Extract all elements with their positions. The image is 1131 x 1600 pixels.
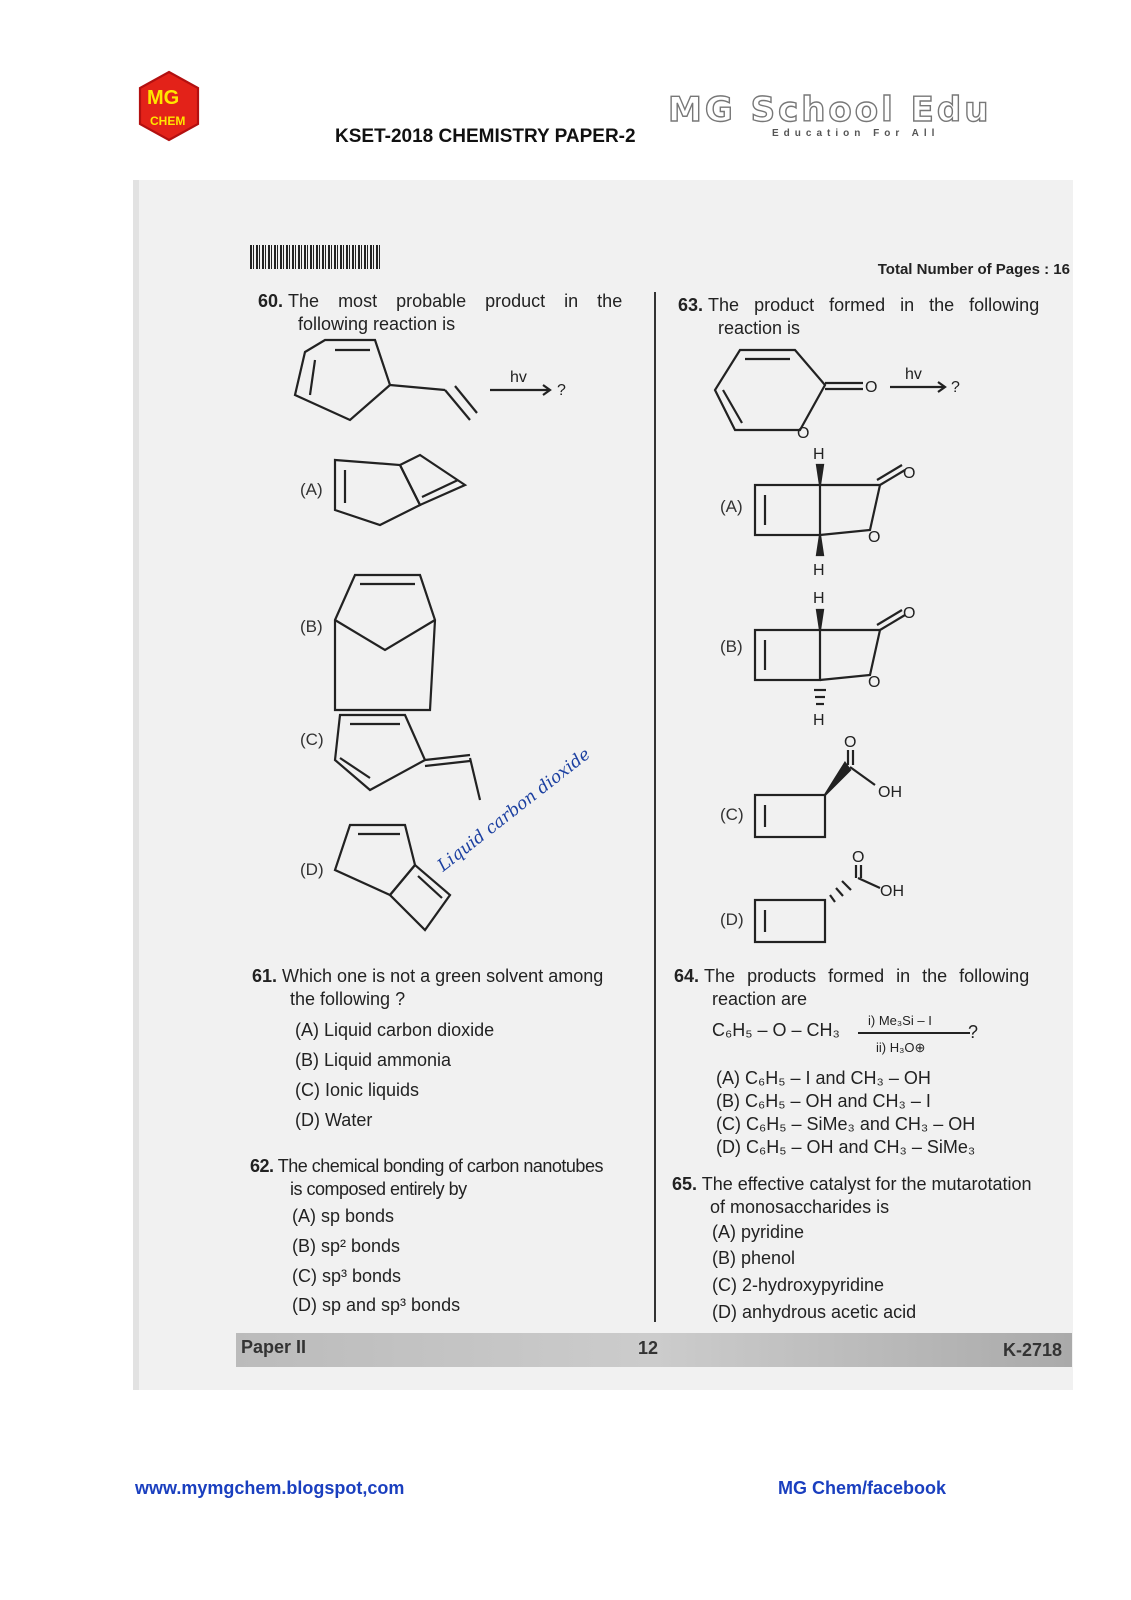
question-text: The product formed in the following (708, 295, 1040, 315)
question-61 (252, 965, 648, 1011)
q63-option-b[interactable]: (B) (720, 637, 743, 656)
q60-option-d[interactable]: (D) (300, 860, 324, 879)
blog-link[interactable]: www.mymgchem.blogspot,com (135, 1478, 405, 1498)
q64-reagent-2: ii) H₃O⊕ (876, 1040, 926, 1055)
question-65 (672, 1173, 1072, 1219)
product-mark: ? (951, 379, 960, 396)
page-number: 12 (638, 1338, 659, 1358)
q64-option-a[interactable]: (A) C₆H₅ – I and CH₃ – OH (716, 1068, 931, 1088)
question-text: Which one is not a green solvent among (282, 966, 604, 986)
atom-label: O (797, 425, 810, 442)
question-number: 60. (258, 291, 284, 311)
q63-reactant-structure (715, 345, 975, 445)
q64-reactant: C₆H₅ – O – CH₃ (712, 1020, 840, 1040)
question-text: The effective catalyst for the mutarotation (701, 1174, 1032, 1194)
q60-reactant-structure (295, 340, 575, 430)
q63-option-a[interactable]: (A) (720, 497, 743, 516)
q61-option-d[interactable]: (D) Water (295, 1110, 373, 1130)
q63-option-d-structure (750, 850, 920, 950)
brand-name: MG School Edu (668, 90, 992, 130)
question-text: The chemical bonding of carbon nanotubes (277, 1156, 603, 1176)
q61-option-c[interactable]: (C) Ionic liquids (295, 1080, 420, 1100)
question-text: the following ? (290, 989, 406, 1009)
q61-option-a[interactable]: (A) Liquid carbon dioxide (295, 1020, 495, 1040)
svg-text:MG: MG (147, 87, 180, 109)
q60-option-c-structure (330, 710, 490, 805)
reagent-hv: hv (510, 369, 527, 386)
q62-option-a[interactable]: (A) sp bonds (292, 1206, 395, 1226)
svg-text:O: O (852, 849, 865, 866)
question-number: 61. (252, 966, 278, 986)
paper-label: Paper II (241, 1337, 307, 1357)
q61-option-b[interactable]: (B) Liquid ammonia (295, 1050, 452, 1070)
svg-text:O: O (868, 529, 881, 546)
svg-text:H: H (813, 446, 825, 463)
q63-option-b-structure (750, 585, 930, 730)
facebook-link[interactable]: MG Chem/facebook (778, 1478, 947, 1498)
q60-option-b[interactable]: (B) (300, 617, 323, 636)
paper-code: K-2718 (1002, 1340, 1062, 1360)
question-60 (258, 290, 650, 336)
question-text: reaction are (712, 989, 808, 1009)
question-number: 64. (674, 966, 700, 986)
q65-option-a[interactable]: (A) pyridine (712, 1222, 805, 1242)
q64-reagent-1: i) Me₃Si – I (868, 1013, 932, 1028)
svg-text:O: O (844, 734, 857, 751)
question-text: is composed entirely by (290, 1179, 467, 1199)
handwritten-annotation: Liquid carbon dioxide (433, 744, 595, 876)
question-number: 62. (250, 1156, 274, 1176)
question-64 (674, 965, 1069, 1011)
q65-option-c[interactable]: (C) 2-hydroxypyridine (712, 1275, 885, 1295)
q62-option-b[interactable]: (B) sp² bonds (292, 1236, 401, 1256)
svg-text:H: H (813, 590, 825, 607)
q60-option-a-structure (330, 455, 480, 530)
svg-text:OH: OH (878, 784, 902, 801)
question-text: following reaction is (298, 314, 456, 334)
question-text: reaction is (718, 318, 801, 338)
document-title: KSET-2018 CHEMISTRY PAPER-2 (335, 126, 636, 147)
barcode (250, 245, 380, 269)
mg-chem-logo (138, 70, 200, 142)
q64-option-d[interactable]: (D) C₆H₅ – OH and CH₃ – SiMe₃ (716, 1137, 976, 1157)
question-text: The most probable product in the (288, 291, 623, 311)
q63-option-d[interactable]: (D) (720, 910, 744, 929)
q63-option-c-structure (750, 735, 920, 845)
svg-text:H: H (813, 562, 825, 579)
q65-option-b[interactable]: (B) phenol (712, 1248, 796, 1268)
question-text: The products formed in the following (704, 966, 1030, 986)
svg-text:O: O (868, 674, 881, 691)
total-pages: Total Number of Pages : 16 (877, 261, 1070, 278)
column-divider (654, 292, 656, 1322)
question-63 (678, 294, 1070, 340)
svg-text:H: H (813, 712, 825, 729)
q60-option-b-structure (330, 570, 440, 710)
q62-option-d[interactable]: (D) sp and sp³ bonds (292, 1295, 461, 1315)
q63-option-a-structure (750, 445, 930, 580)
q65-option-d[interactable]: (D) anhydrous acetic acid (712, 1302, 917, 1322)
question-62 (250, 1155, 650, 1201)
question-text: of monosaccharides is (710, 1197, 890, 1217)
brand-tagline: Education For All (772, 128, 940, 139)
reaction-arrow (858, 1032, 970, 1034)
reagent-hv: hv (905, 366, 922, 383)
question-number: 65. (672, 1174, 698, 1194)
svg-text:OH: OH (880, 883, 904, 900)
q60-option-c[interactable]: (C) (300, 730, 324, 749)
svg-text:O: O (903, 465, 916, 482)
q64-product: ? (968, 1022, 979, 1042)
question-number: 63. (678, 295, 704, 315)
q64-option-c[interactable]: (C) C₆H₅ – SiMe₃ and CH₃ – OH (716, 1114, 976, 1134)
svg-text:CHEM: CHEM (150, 114, 186, 128)
q62-option-c[interactable]: (C) sp³ bonds (292, 1266, 402, 1286)
q63-option-c[interactable]: (C) (720, 805, 744, 824)
product-mark: ? (557, 382, 566, 399)
q60-option-a[interactable]: (A) (300, 480, 323, 499)
svg-text:O: O (903, 605, 916, 622)
q64-option-b[interactable]: (B) C₆H₅ – OH and CH₃ – I (716, 1091, 931, 1111)
atom-label: O (865, 379, 878, 396)
q60-option-d-structure (330, 820, 460, 940)
